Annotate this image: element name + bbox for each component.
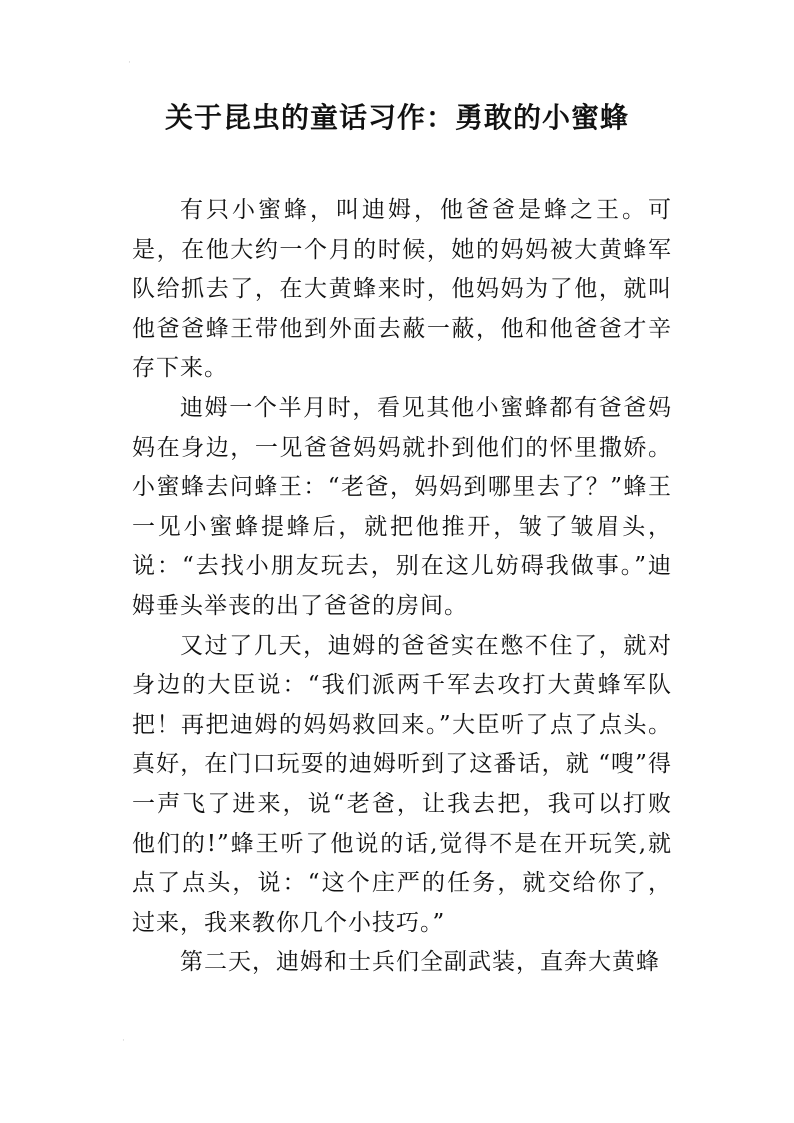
- scan-speck: ·: [128, 58, 131, 68]
- paragraph: 第二天，迪姆和士兵们全副武装，直奔大黄蜂: [180, 949, 660, 976]
- paragraph: 有只小蜜蜂，叫迪姆，他爸爸是蜂之王。可是，在他大约一个月的时候，她的妈妈被大黄蜂军队给抓去了，在大黄蜂来时，他妈妈为了他，就叫他爸爸蜂王带他到外面去蔽一蔽，他和他爸爸才辛存下来。: [132, 197, 672, 382]
- document-body: [132, 191, 672, 983]
- document-title: 关于昆虫的童话习作：勇敢的小蜜蜂: [164, 101, 629, 134]
- scan-speck: ·: [122, 1036, 125, 1046]
- paragraph: 又过了几天，迪姆的爸爸实在憋不住了，就对身边的大臣说：“我们派两千军去攻打大黄蜂军队把！再把迪姆的妈妈救回来。”大臣听了点了点头。真好，在门口玩耍的迪姆听到了这番话，就 “嗖”得一声飞了进来，说“老爸，让我去把，我可以打败他们的!”蜂王听了他说的话,觉得不是在开玩笑,就点了点头，说：“这个庄严的任务，就交给你了，过来，我来教你几个小技巧。”: [132, 632, 672, 936]
- paragraph: 迪姆一个半月时，看见其他小蜜蜂都有爸爸妈妈在身边，一见爸爸妈妈就扑到他们的怀里撒娇。小蜜蜂去问蜂王：“老爸，妈妈到哪里去了？”蜂王一见小蜜蜂提蜂后，就把他推开，皱了皱眉头，说：“去找小朋友玩去，别在这儿妨碍我做事。”迪姆垂头举丧的出了爸爸的房间。: [132, 394, 672, 619]
